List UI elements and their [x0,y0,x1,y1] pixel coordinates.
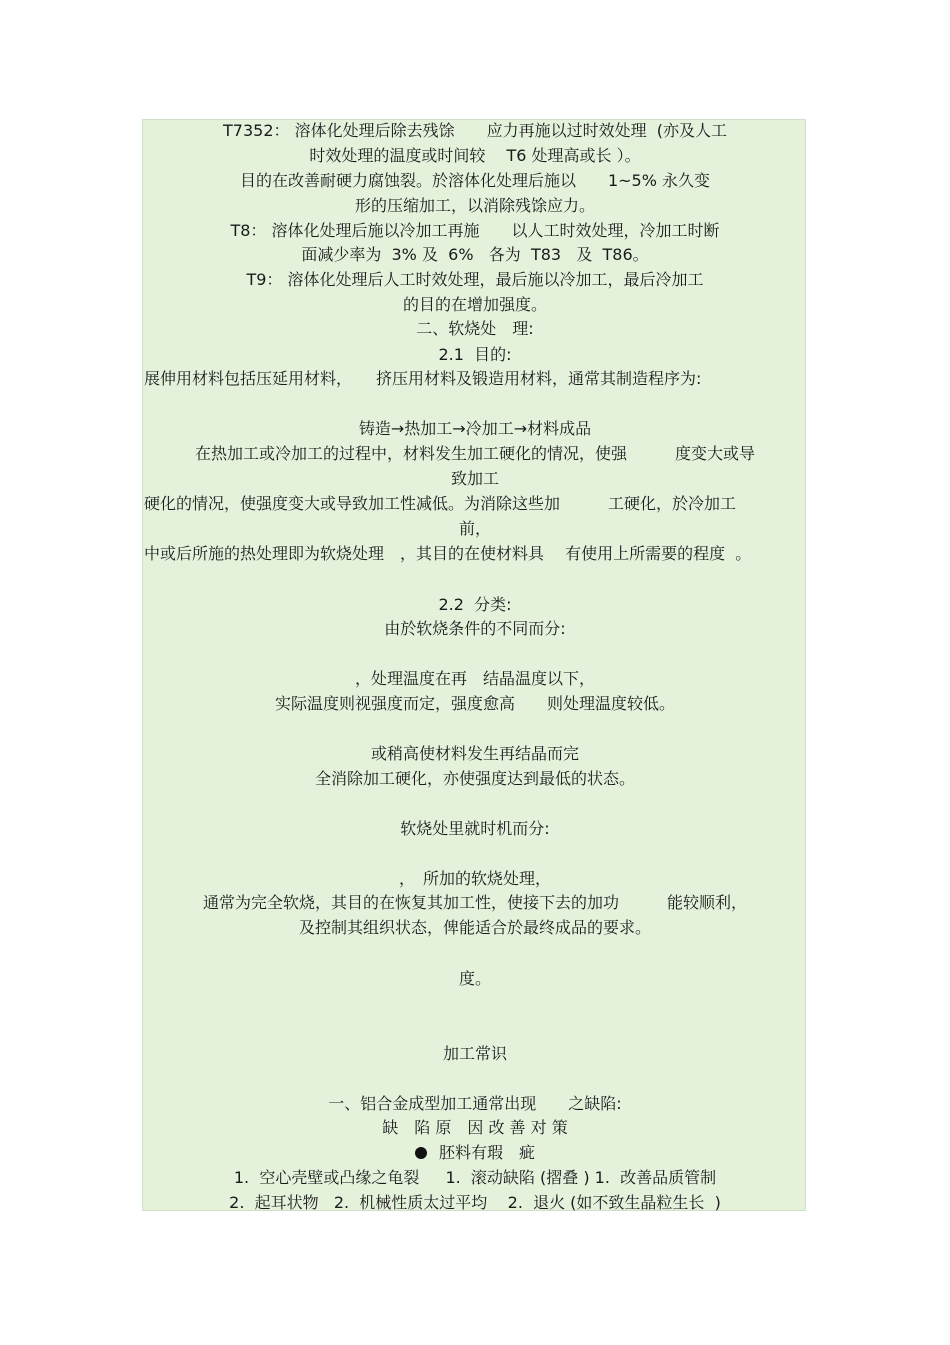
text-line: 在热加工或冷加工的过程中，材料发生加工硬化的情况，使强 度变大或导 [194,444,755,463]
text-line: 致加工 [450,469,499,488]
text-line-t7352: T7352： 溶体化处理后除去残馀 应力再施以过时效处理 (亦及人工 [223,121,727,140]
text-line: 硬化的情况，使强度变大或导致加工性减低。为消除这些加 工硬化，於冷加工 [144,494,737,513]
text-line: 的目的在增加强度。 [402,295,547,314]
text-line: ，处理温度在再 结晶温度以下， [354,669,595,688]
text-line: 前， [458,519,491,538]
text-line: 实际温度则视强度而定，强度愈高 则处理温度较低。 [274,694,675,713]
subsection-heading: 2.1 目的: [438,345,512,364]
text-line-t9: T9： 溶体化处理后人工时效处理，最后施以冷加工，最后冷加工 [246,270,704,289]
table-row: 2. 起耳状物 2. 机械性质太过平均 2. 退火 (如不致生晶粒生长 ) [229,1193,721,1212]
text-line: 目的在改善耐硬力腐蚀裂。於溶体化处理后施以 1~5% 永久变 [239,171,711,190]
text-line: 形的压缩加工，以消除残馀应力。 [354,196,595,215]
subsection-heading: 2.2 分类: [438,595,512,614]
text-line: 软烧处里就时机而分: [400,819,550,838]
text-line: 由於软烧条件的不同而分: [384,619,566,638]
table-row: 1. 空心壳壁或凸缘之龟裂 1. 滚动缺陷 (摺叠 ) 1. 改善品质管制 [233,1168,717,1187]
text-line: 时效处理的温度或时间较 T6 处理高或长 ）。 [309,146,641,165]
text-line: 展伸用材料包括压延用材料， 挤压用材料及锻造用材料，通常其制造程序为: [144,369,702,388]
bullet-text: 胚料有瑕 疵 [438,1143,535,1162]
text-line: 全消除加工硬化，亦使强度达到最低的状态。 [314,769,635,788]
process-flow: 铸造→热加工→冷加工→材料成品 [358,419,592,438]
section-heading: 一、铝合金成型加工通常出现 之缺陷: [328,1094,622,1113]
text-line: 面减少率为 3% 及 6% 各为 T83 及 T86。 [301,245,649,264]
text-line: 通常为完全软烧，其目的在恢复其加工性，使接下去的加功 能较顺利， [202,893,747,912]
text-line: 度。 [458,969,491,988]
text-line: ， 所加的软烧处理， [398,869,551,888]
section-heading: 二、软烧处 理: [416,319,534,338]
bullet-item [0,1143,950,1163]
text-line: 及控制其组织状态，俾能适合於最终成品的要求。 [298,918,651,937]
bullet-icon [415,1147,427,1159]
page-heading: 加工常识 [442,1044,507,1063]
text-line-t8: T8： 溶体化处理后施以冷加工再施 以人工时效处理，冷加工时断 [230,221,720,240]
text-line: 中或后所施的热处理即为软烧处理 ，其目的在使材料具 有使用上所需要的程度 。 [144,544,752,563]
table-header: 缺 陷 原 因 改 善 对 策 [382,1118,568,1137]
text-line: 或稍高使材料发生再结晶而完 [370,744,579,763]
